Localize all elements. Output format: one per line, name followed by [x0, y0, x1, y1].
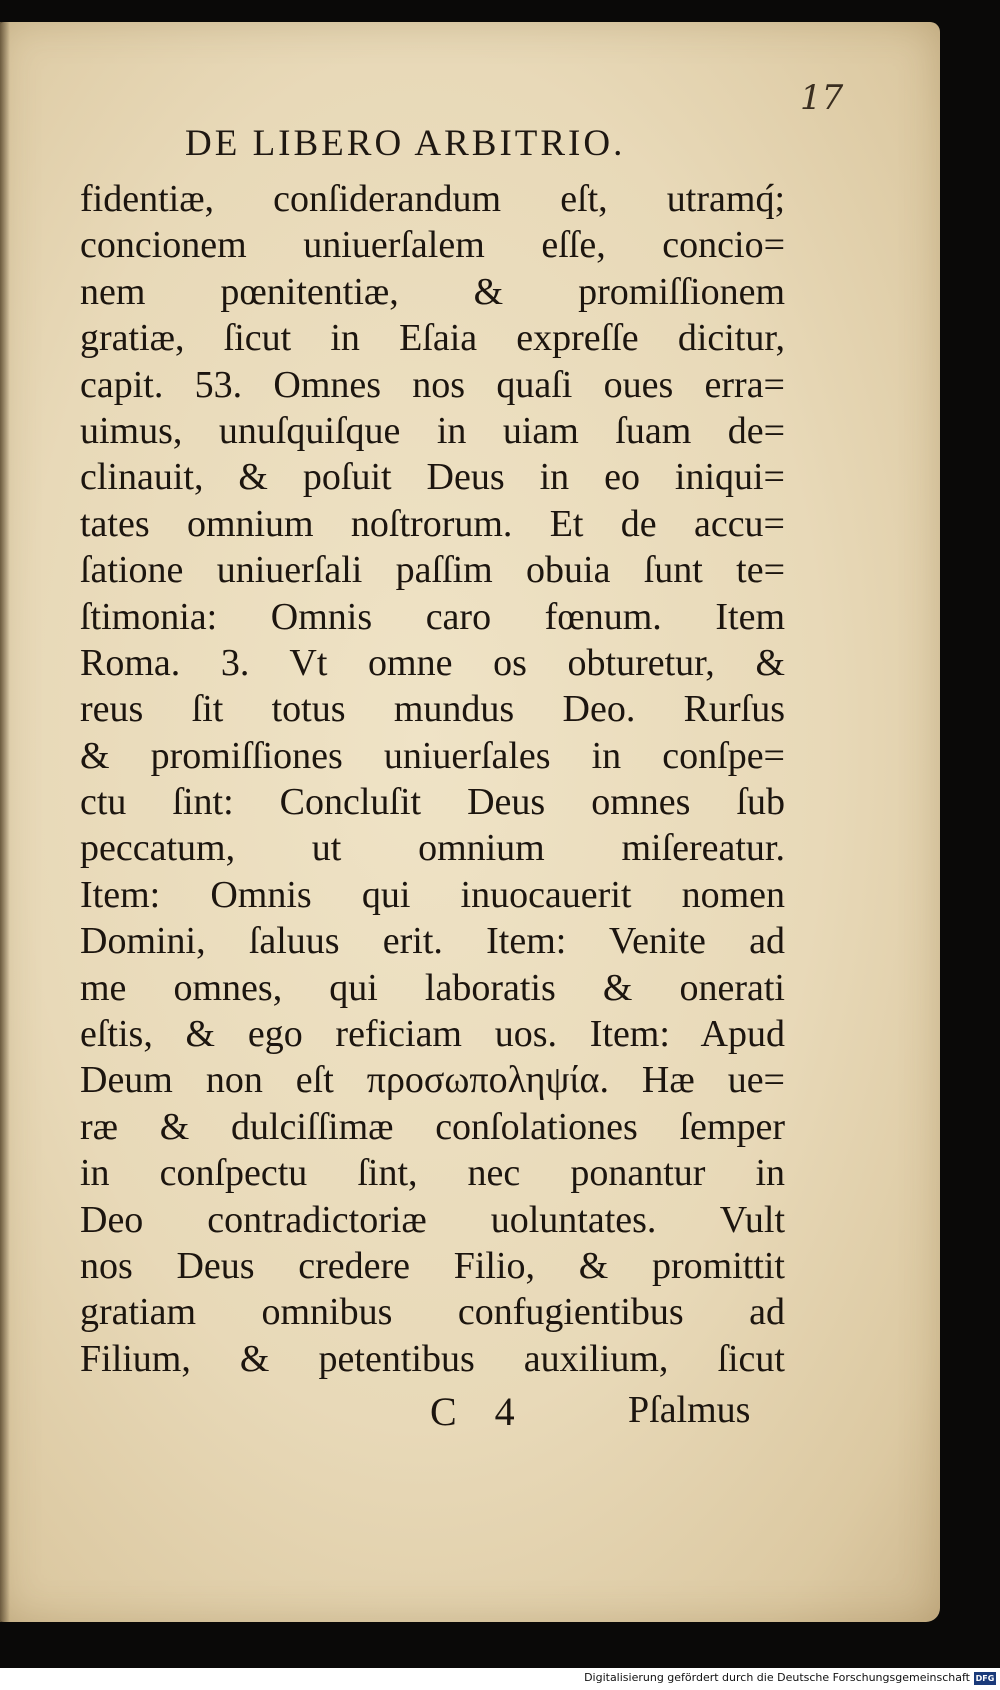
- catchword: Pſalmus: [628, 1389, 751, 1431]
- text-line: Domini, ſaluus erit. Item: Venite ad: [80, 920, 785, 963]
- folio-number: 17: [800, 78, 844, 118]
- text-line: ſtimonia: Omnis caro fœnum. Item: [80, 595, 785, 638]
- text-line: Roma. 3. Vt omne os obturetur, &: [80, 641, 785, 684]
- text-line: peccatum, ut omnium miſereatur.: [80, 827, 785, 870]
- text-line: ſatione uniuerſali paſſim obuia ſunt te=: [80, 549, 785, 592]
- text-line: & promiſſiones uniuerſales in conſpe=: [80, 734, 785, 777]
- text-line: gratiæ, ſicut in Eſaia expreſſe dicitur,: [80, 317, 785, 360]
- text-line: nos Deus credere Filio, & promittit: [80, 1244, 785, 1287]
- digitization-footer: [0, 1668, 1000, 1690]
- text-line: Item: Omnis qui inuocauerit nomen: [80, 873, 785, 916]
- text-line: fidentiæ, conſiderandum eſt, utramq́;: [80, 178, 785, 220]
- footer-credit: Digitalisierung gefördert durch die Deutsche Forschungsgemeinschaft: [584, 1671, 970, 1684]
- text-line: ctu ſint: Concluſit Deus omnes ſub: [80, 781, 785, 824]
- text-line: in conſpectu ſint, nec ponantur in: [80, 1152, 785, 1195]
- running-head: DE LIBERO ARBITRIO.: [185, 123, 626, 164]
- dfg-logo-icon: DFG: [975, 1674, 995, 1683]
- text-line: uimus, unuſquiſque in uiam ſuam de=: [80, 409, 785, 452]
- text-line: tates omnium noſtrorum. Et de accu=: [80, 502, 785, 545]
- text-line: concionem uniuerſalem eſſe, concio=: [80, 224, 785, 267]
- page-foot: [0, 1388, 1000, 1438]
- text-line: reus ſit totus mundus Deo. Rurſus: [80, 688, 785, 731]
- text-line: ræ & dulciſſimæ conſolationes ſemper: [80, 1105, 785, 1148]
- page-gutter-shadow: [0, 22, 10, 1622]
- text-line: clinauit, & poſuit Deus in eo iniqui=: [80, 456, 785, 499]
- text-line: Deo contradictoriæ uoluntates. Vult: [80, 1198, 785, 1241]
- text-line: eſtis, & ego reficiam uos. Item: Apud: [80, 1013, 785, 1056]
- text-line: me omnes, qui laboratis & onerati: [80, 966, 785, 1009]
- text-line: Deum non eſt προσωποληψία. Hæ ue=: [80, 1059, 785, 1102]
- signature-mark: C 4: [430, 1389, 529, 1434]
- text-line: Filium, & petentibus auxilium, ſicut: [80, 1337, 785, 1380]
- text-line: capit. 53. Omnes nos quaſi oues erra=: [80, 363, 785, 406]
- text-line: nem pœnitentiæ, & promiſſionem: [80, 270, 785, 313]
- body-text: [80, 176, 785, 1382]
- text-line: gratiam omnibus confugientibus ad: [80, 1291, 785, 1334]
